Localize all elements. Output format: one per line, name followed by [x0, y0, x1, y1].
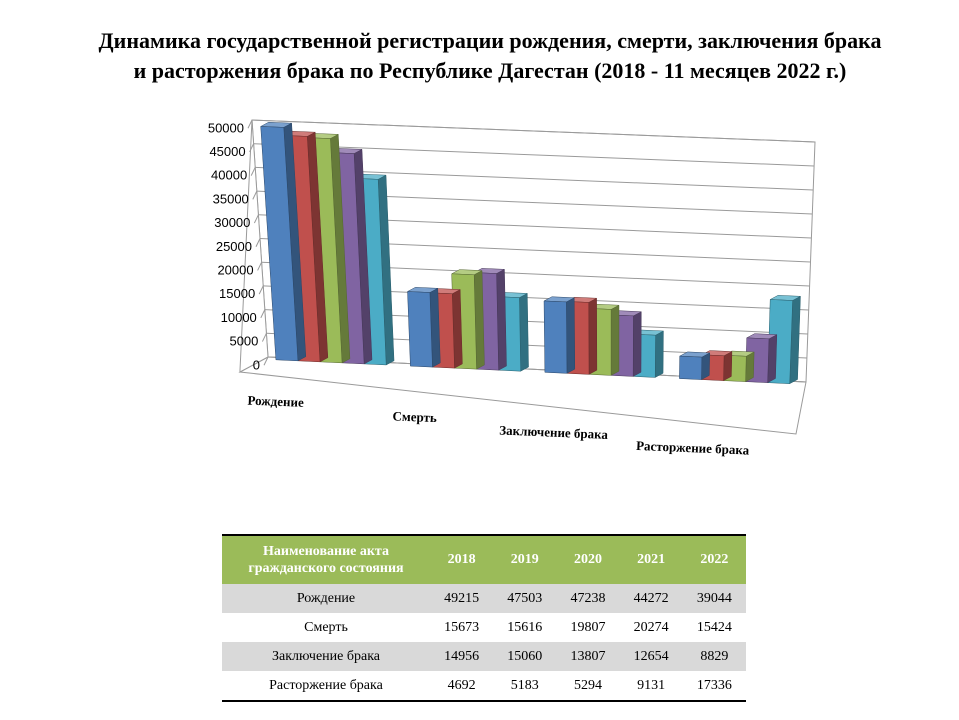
- table-cell-value: 47238: [570, 590, 606, 606]
- table-header-name-line-1: Наименование акта: [263, 544, 389, 559]
- table-cell-value: 15060: [507, 648, 543, 664]
- table-cell-name: Расторжение брака: [222, 671, 430, 701]
- table-header-year: 2019: [493, 535, 556, 584]
- x-category-label: Заключение брака: [499, 422, 609, 442]
- y-tick-label: 0: [252, 357, 260, 373]
- table-cell-value: 44272: [633, 590, 669, 606]
- table-cell-value: 5294: [556, 671, 619, 701]
- table-cell-value: 17336: [683, 671, 746, 701]
- y-tick-label: 50000: [207, 120, 244, 136]
- table-header-row: [222, 535, 746, 584]
- y-tick-label: 30000: [214, 215, 251, 231]
- y-tick-label: 40000: [211, 167, 248, 183]
- bar: [679, 356, 701, 379]
- table-cell-name: Рождение: [296, 590, 356, 606]
- bar-side: [746, 352, 755, 382]
- bar: [544, 301, 567, 373]
- y-tick-label: 20000: [217, 262, 254, 278]
- table-cell-name: Заключение брака: [271, 648, 381, 664]
- bar-side: [589, 298, 597, 374]
- table-cell-value: 15616: [507, 619, 543, 635]
- table-row: [222, 671, 746, 701]
- y-tick-label: 45000: [209, 143, 246, 159]
- bar-side: [633, 312, 641, 377]
- table-row: [222, 613, 746, 642]
- table-header-year: 2022: [683, 535, 746, 584]
- table-cell-value: 13807: [570, 648, 606, 664]
- table-cell-value: 4692: [430, 671, 493, 701]
- y-tick-label: 5000: [229, 333, 259, 349]
- table-header-year: 2020: [556, 535, 619, 584]
- y-tick-label: 15000: [219, 286, 256, 302]
- table-cell-value: 9131: [620, 671, 683, 701]
- table-cell-value: 49215: [444, 590, 480, 606]
- table-cell-value: 47503: [507, 590, 543, 606]
- table-cell-value: 20274: [633, 619, 669, 635]
- table-cell-value: 39044: [696, 590, 732, 606]
- bar-side: [566, 298, 574, 374]
- bar-side: [724, 352, 732, 381]
- chart-title-line-1: Динамика государственной регистрации рождения, смерти, заключения брака: [98, 28, 882, 53]
- x-category-label: Рождение: [247, 392, 305, 410]
- table-cell-value: 5183: [493, 671, 556, 701]
- bar: [408, 292, 433, 368]
- table-cell-value: 12654: [633, 648, 669, 664]
- table-cell-value: 19807: [570, 619, 606, 635]
- x-category-label: Смерть: [392, 408, 438, 426]
- table-header-year: 2021: [620, 535, 683, 584]
- table-cell-name: Смерть: [304, 619, 348, 635]
- bar-side: [655, 331, 663, 377]
- table-header-year: 2018: [430, 535, 493, 584]
- chart-title-line-2: и расторжения брака по Республике Дагестан (2018 - 11 месяцев 2022 г.): [133, 58, 847, 83]
- table-header-name-line-2: гражданского состояния: [248, 561, 404, 576]
- y-tick-label: 25000: [215, 238, 252, 254]
- table-row: [222, 642, 746, 671]
- x-category-label: Расторжение брака: [635, 437, 750, 458]
- y-tick-label: 35000: [212, 191, 249, 207]
- bar-side: [611, 305, 619, 375]
- table-cell-value: 15673: [444, 619, 480, 635]
- table-header-name: [222, 535, 430, 584]
- table-cell-value: 14956: [444, 648, 480, 664]
- table-cell-value: 8829: [700, 648, 729, 664]
- table-cell-value: 15424: [696, 619, 732, 635]
- y-tick-label: 10000: [220, 309, 257, 325]
- table-row: [222, 584, 746, 613]
- bar-side: [519, 293, 528, 371]
- data-table: [222, 534, 746, 702]
